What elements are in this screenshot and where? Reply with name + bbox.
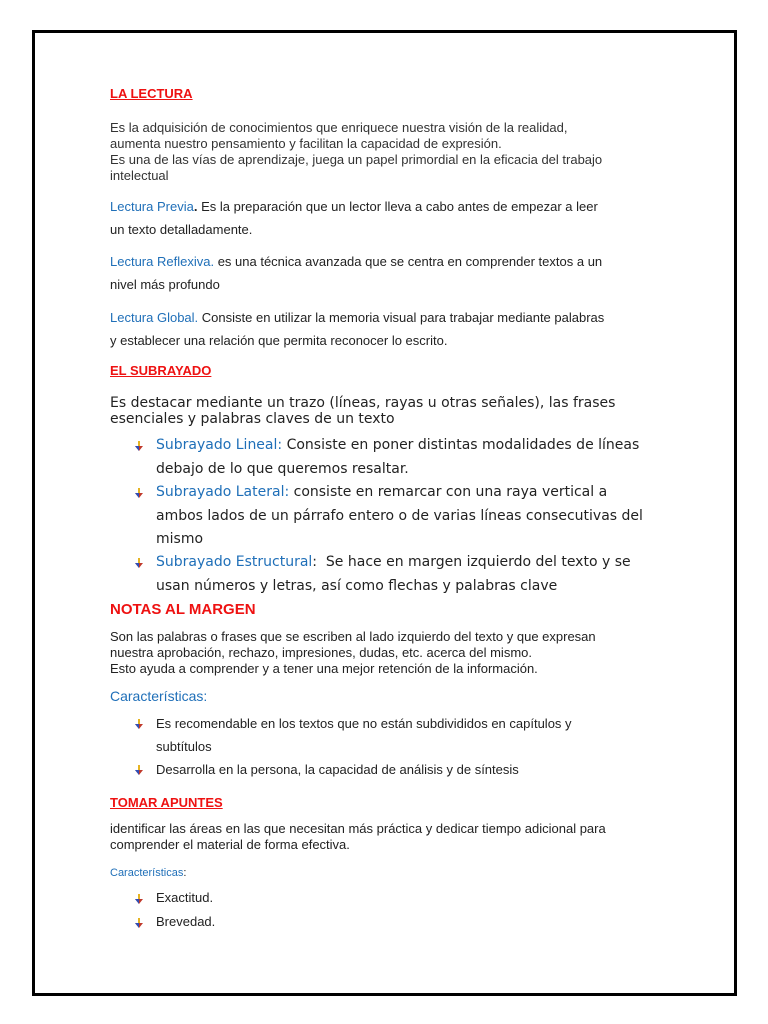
lectura-reflexiva-text: es una técnica avanzada que se centra en comprender textos a un [217,254,603,269]
apuntes-colon: : [183,867,187,879]
subrayado-item-text: ambos lados de un párrafo entero o de varias líneas consecutivas del [156,507,643,524]
notas-intro [110,629,670,677]
lectura-reflexiva [110,250,658,296]
apuntes-item: Exactitud. [156,890,214,905]
bullet-arrow-icon [133,440,145,452]
apuntes-intro [110,821,670,853]
term-subrayado-lateral: Subrayado Lateral: [156,484,290,500]
notas-item-text: Desarrolla en la persona, la capacidad de análisis y de síntesis [156,762,519,777]
subrayado-item-text: usan números y letras, así como flechas y palabras clave [156,577,558,594]
lectura-previa-text: Es la preparación que un lector lleva a cabo antes de empezar a leer [201,199,598,214]
bullet-arrow-icon [133,718,145,730]
notas-item-text: Es recomendable en los textos que no están subdivididos en capítulos y [156,716,572,731]
term-lectura-global: Lectura Global. [110,310,199,325]
lectura-reflexiva-text: nivel más profundo [110,277,220,292]
notas-intro-line: Esto ayuda a comprender y a tener una mejor retención de la información. [110,661,538,676]
notas-intro-line: nuestra aprobación, rechazo, impresiones, dudas, etc. acerca del mismo. [110,645,532,660]
apuntes-caracteristicas-label [110,867,186,879]
section-title-notas: NOTAS AL MARGEN [110,601,256,618]
term-subrayado-lineal: Subrayado Lineal: [156,437,283,453]
subrayado-item [156,434,658,481]
term-lectura-reflexiva: Lectura Reflexiva. [110,254,215,269]
lectura-intro [110,120,670,184]
term-lectura-previa: Lectura Previa [110,199,194,214]
subrayado-item-text: mismo [156,531,204,547]
lectura-intro-line: aumenta nuestro pensamiento y facilitan la capacidad de expresión. [110,136,502,151]
subrayado-colon: : [312,554,318,570]
section-title-lectura: LA LECTURA [110,86,193,101]
bullet-arrow-icon [133,557,145,569]
subrayado-item [156,551,658,598]
bullet-arrow-icon [133,893,145,905]
subrayado-item-text: Se hace en margen izquierdo del texto y se [325,554,631,570]
subrayado-item-text: consiste en remarcar con una raya vertical a [293,484,608,500]
section-title-apuntes: TOMAR APUNTES [110,795,223,810]
lectura-previa [110,195,658,241]
lectura-global-text: y establecer una relación que permita reconocer lo escrito. [110,333,448,348]
subrayado-item-text: debajo de lo que queremos resaltar. [156,460,409,477]
subrayado-intro-line: esenciales y palabras claves de un texto [110,411,395,427]
bullet-arrow-icon [133,487,145,499]
term-subrayado-estructural: Subrayado Estructural [156,554,313,570]
lectura-global-text: Consiste en utilizar la memoria visual para trabajar mediante palabras [201,310,605,325]
subrayado-item [156,481,658,552]
apuntes-intro-line: identificar las áreas en las que necesitan más práctica y dedicar tiempo adicional para [110,821,606,836]
bullet-arrow-icon [133,764,145,776]
lectura-intro-line: Es una de las vías de aprendizaje, juega un papel primordial en la eficacia del trabajo [110,152,603,167]
notas-intro-line: Son las palabras o frases que se escriben al lado izquierdo del texto y que expresan [110,629,596,644]
apuntes-caracteristicas-text: Características [110,867,184,879]
lectura-previa-text: un texto detalladamente. [110,222,253,237]
subrayado-intro-line: Es destacar mediante un trazo (líneas, rayas u otras señales), las frases [110,395,616,411]
term-dot: . [193,199,198,214]
notas-item [156,712,658,758]
bullet-arrow-icon [133,917,145,929]
lectura-intro-line: Es la adquisición de conocimientos que enriquece nuestra visión de la realidad, [110,120,568,135]
notas-item-text: subtítulos [156,739,212,754]
notas-item [156,758,658,781]
section-title-subrayado: EL SUBRAYADO [110,363,212,378]
notas-caracteristicas-label: Características: [110,688,208,704]
subrayado-item-text: Consiste en poner distintas modalidades de líneas [286,437,640,453]
lectura-global [110,306,658,352]
lectura-intro-line: intelectual [110,168,169,183]
apuntes-item: Brevedad. [156,914,216,929]
apuntes-intro-line: comprender el material de forma efectiva. [110,837,350,852]
subrayado-intro [110,395,670,427]
